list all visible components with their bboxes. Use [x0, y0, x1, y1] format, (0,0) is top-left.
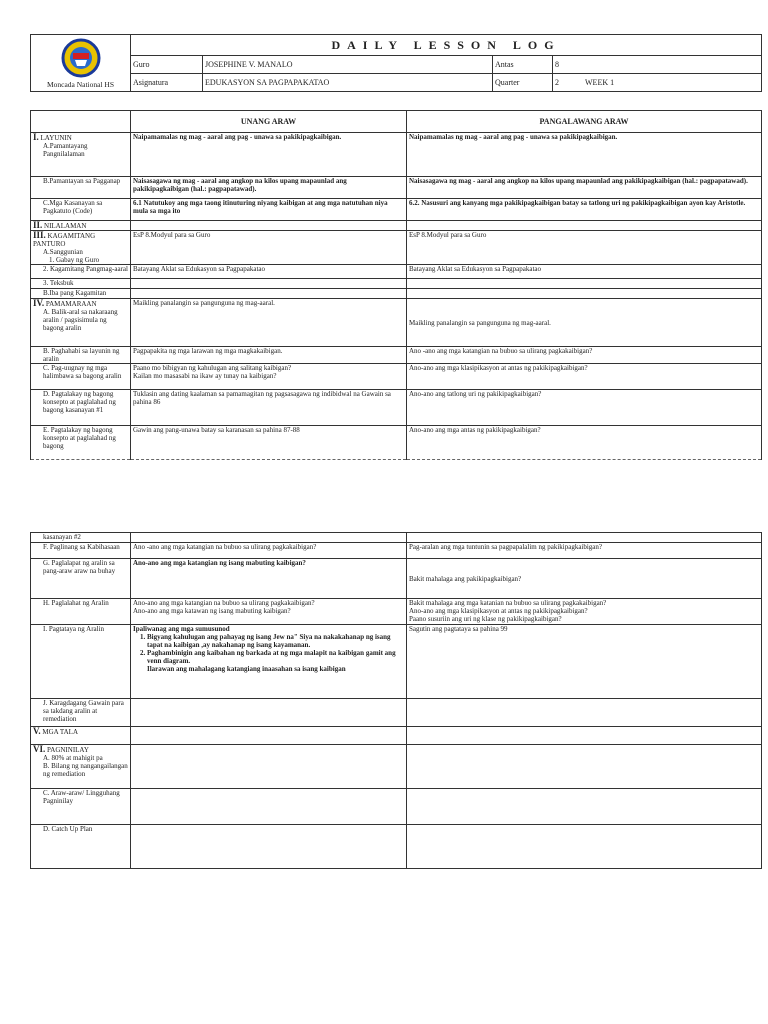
guro-value: JOSEPHINE V. MANALO [203, 56, 493, 74]
school-logo-cell [31, 35, 131, 92]
lesson-row [31, 199, 762, 221]
row-label-cell [31, 625, 131, 699]
row-label-cell [31, 825, 131, 869]
quarter-value: 2 [555, 77, 559, 87]
row-label-cell [31, 347, 131, 364]
row-sublabel: 1. Gabay ng Guro [49, 256, 100, 264]
day1-cell: Ano-ano ang mga katangian na bubuo sa ulirang pagkakaibigan? Ano-ano ang mga katawan ng isang mabuting kaibigan? [131, 599, 407, 625]
lesson-row [31, 390, 762, 426]
day1-cell: Ano -ano ang mga katangian na bubuo sa ulirang pagkakaibigan? [131, 543, 407, 559]
day2-column-head: PANGALAWANG ARAW [407, 111, 762, 133]
day2-cell [407, 289, 762, 299]
day1-cell: Naisasagawa ng mag - aaral ang angkop na kilos upang mapaunlad ang pakikipagkaibigan (hal.: pagpapatawad). [131, 177, 407, 199]
asignatura-label: Asignatura [131, 74, 203, 92]
day1-cell [131, 279, 407, 289]
day2-cell: Maikling panalangin sa pangunguna ng mag-aaral. [407, 299, 762, 347]
day2-cell [407, 279, 762, 289]
row-label: C.Mga Kasanayan sa Pagkatuto (Code) [43, 199, 103, 215]
row-label-cell [31, 221, 131, 231]
document-title: DAILY LESSON LOG [131, 35, 762, 56]
day2-cell: Batayang Aklat sa Edukasyon sa Pagpapakatao [407, 265, 762, 279]
day1-cell: Ano-ano ang mga katangian ng isang mabuting kaibigan? [131, 559, 407, 599]
row-label: kasanayan #2 [43, 533, 81, 541]
day1-cell [131, 825, 407, 869]
day2-cell: EsP 8.Modyul para sa Guro [407, 231, 762, 265]
day2-cell [407, 789, 762, 825]
antas-value: 8 [553, 56, 762, 74]
day1-cell [131, 789, 407, 825]
row-label: H. Paglalahat ng Aralin [43, 599, 109, 607]
antas-label: Antas [493, 56, 553, 74]
section-number: V. [33, 726, 41, 736]
lesson-row [31, 364, 762, 390]
row-label-cell [31, 199, 131, 221]
assessment-intro: Ipaliwanag ang mga sumusunod [133, 625, 230, 633]
row-sublabel: A. 80% at mahigit pa B. Bilang ng nangangailangan ng remediation [43, 754, 128, 778]
row-label-cell [31, 177, 131, 199]
row-label: F. Paglinang sa Kabihasaan [43, 543, 120, 551]
row-label: 3. Teksbuk [43, 279, 74, 287]
row-label-cell [31, 789, 131, 825]
row-label: MGA TALA [42, 728, 79, 736]
row-label-cell [31, 133, 131, 177]
row-sublabel: A. Balik-aral sa nakaraang aralin / pagsisimula ng bagong aralin [43, 308, 118, 332]
day1-column-head: UNANG ARAW [131, 111, 407, 133]
day2-cell: Ano-ano ang tatlong uri ng pakikipagkaibigan? [407, 390, 762, 426]
lesson-row [31, 231, 762, 265]
lesson-row [31, 599, 762, 625]
section-number: VI. [33, 744, 46, 754]
day1-cell [131, 699, 407, 727]
quarter-week-cell [553, 74, 762, 92]
day2-cell: Naisasagawa ng mag - aaral ang angkop na kilos upang mapaunlad ang pakikipagkaibigan (hal.: pagpapatawad). [407, 177, 762, 199]
header-table [30, 34, 762, 92]
assessment-list [133, 633, 404, 673]
asignatura-value: EDUKASYON SA PAGPAPAKATAO [203, 74, 493, 92]
day1-cell [131, 727, 407, 745]
row-label-cell [31, 364, 131, 390]
row-label-cell [31, 745, 131, 789]
quarter-label: Quarter [493, 74, 553, 92]
lesson-row [31, 221, 762, 231]
label-column-head [31, 111, 131, 133]
lesson-row [31, 745, 762, 789]
day2-cell: 6.2. Nasusuri ang kanyang mga pakikipagkaibigan batay sa tatlong uri ng pakikipagkaibigan ayon kay Aristotle. [407, 199, 762, 221]
day2-cell: Bakit mahalaga ang pakikipagkaibigan? [407, 559, 762, 599]
day1-cell: Maikling panalangin sa pangunguna ng mag-aaral. [131, 299, 407, 347]
row-label-cell [31, 699, 131, 727]
day2-cell: Bakit mahalaga ang mga katanian na bubuo sa ulirang pagkakaibigan? Ano-ano ang mga klasipikasyon at antas ng pakikipagkaibigan? Paano susuriin ang uri ng klase ng pakikipagkaibigan? [407, 599, 762, 625]
lesson-row [31, 279, 762, 289]
row-label: KAGAMITANG PANTURO [33, 232, 96, 248]
row-label: PAMAMARAAN [45, 300, 97, 308]
row-sublabel: A.Pamantayang Pangnilalaman [43, 142, 88, 158]
day2-cell [407, 727, 762, 745]
row-label-cell [31, 533, 131, 543]
row-label: D. Catch Up Plan [43, 825, 93, 833]
row-label-cell [31, 559, 131, 599]
row-label: E. Pagtalakay ng bagong konsepto at paglalahad ng bagong [43, 426, 116, 450]
day1-cell: Tuklasin ang dating kaalaman sa pamamagitan ng pagsasagawa ng indibidwal na Gawain sa pahina 86 [131, 390, 407, 426]
day2-cell: Naipamamalas ng mag - aaral ang pag - unawa sa pakikipagkaibigan. [407, 133, 762, 177]
row-label: NILALAMAN [44, 222, 87, 230]
lesson-row [31, 289, 762, 299]
day1-cell [131, 289, 407, 299]
row-label: 2. Kagamitang Pangmag-aaral [43, 265, 128, 273]
day1-cell: Batayang Aklat sa Edukasyon sa Pagpapakatao [131, 265, 407, 279]
day2-cell [407, 221, 762, 231]
lesson-row [31, 727, 762, 745]
day1-cell: 6.1 Natutukoy ang mga taong itinuturing niyang kaibigan at ang mga natutuhan niya mula sa mga ito [131, 199, 407, 221]
day1-cell [131, 533, 407, 543]
day1-cell [131, 221, 407, 231]
row-label-cell [31, 543, 131, 559]
row-label: PAGNINILAY [47, 746, 89, 754]
day2-cell [407, 533, 762, 543]
lesson-row [31, 177, 762, 199]
day1-cell: Paano mo bibigyan ng kahulugan ang salitang kaibigan? Kailan mo masasabi na ikaw ay tunay na kaibigan? [131, 364, 407, 390]
school-seal-icon [61, 38, 101, 78]
lesson-row [31, 533, 762, 543]
lesson-row [31, 789, 762, 825]
row-label-cell [31, 390, 131, 426]
row-label-cell [31, 599, 131, 625]
row-label-cell [31, 231, 131, 265]
section-number: III. [33, 230, 46, 240]
lesson-row [31, 543, 762, 559]
row-label-cell [31, 727, 131, 745]
lesson-row [31, 133, 762, 177]
row-label: G. Paglalapat ng aralin sa pang-araw araw na buhay [43, 559, 116, 575]
lesson-row [31, 265, 762, 279]
row-label: J. Karagdagang Gawain para sa takdang aralin at remediation [43, 699, 124, 723]
row-sublabel: A.Sanggunian [43, 248, 83, 256]
row-label-cell [31, 265, 131, 279]
guro-label: Guro [131, 56, 203, 74]
day1-cell: Pagpapakita ng mga larawan ng mga magkakaibigan. [131, 347, 407, 364]
section-number: I. [33, 132, 39, 142]
week-value: WEEK 1 [585, 77, 615, 87]
row-label: C. Araw-araw/ Lingguhang Pagninilay [43, 789, 120, 805]
row-label-cell [31, 289, 131, 299]
day2-cell: Ano-ano ang mga antas ng pakikipagkaibigan? [407, 426, 762, 460]
day1-cell [131, 625, 407, 699]
lesson-table-page1 [30, 110, 762, 460]
lesson-row [31, 426, 762, 460]
day1-cell: EsP 8.Modyul para sa Guro [131, 231, 407, 265]
lesson-row [31, 699, 762, 727]
lesson-row [31, 299, 762, 347]
section-number: II. [33, 220, 43, 230]
day2-cell: Pag-aralan ang mga tuntunin sa pagpapalalim ng pakikipagkaibigan? [407, 543, 762, 559]
row-label: C. Pag-uugnay ng mga halimbawa sa bagong aralin [43, 364, 122, 380]
day2-cell: Ano -ano ang mga katangian na bubuo sa ulirang pagkakaibigan? [407, 347, 762, 364]
day2-cell: Sagutin ang pagtataya sa pahina 99 [407, 625, 762, 699]
day1-cell: Gawin ang pang-unawa batay sa karanasan sa pahina 87-88 [131, 426, 407, 460]
lesson-row [31, 625, 762, 699]
row-label: LAYUNIN [40, 134, 72, 142]
section-number: IV. [33, 298, 45, 308]
row-label: I. Pagtataya ng Aralin [43, 625, 105, 633]
school-name: Moncada National HS [46, 79, 115, 89]
assessment-item: 1. Bigyang kahulugan ang pahayag ng isang Jew na" Siya na nakakahanap ng isang tapat na kaibigan ,ay nakahanap ng isang kayamanan. [147, 633, 404, 649]
row-label: B. Paghahabi sa layunin ng aralin [43, 347, 120, 363]
lesson-table-page2 [30, 532, 762, 869]
day2-cell: Ano-ano ang mga klasipikasyon at antas ng pakikipagkaibigan? [407, 364, 762, 390]
row-label-cell [31, 426, 131, 460]
assessment-item: 2. Paghambinigin ang kaibahan ng barkada at ng mga malapit na kaibigan gamit ang venn diagram. Ilarawan ang mahalagang katangiang inaasahan sa isang kaibigan [147, 649, 404, 673]
row-label: D. Pagtalakay ng bagong konsepto at paglalahad ng bagong kasanayan #1 [43, 390, 116, 414]
day2-cell [407, 745, 762, 789]
day2-cell [407, 699, 762, 727]
lesson-row [31, 559, 762, 599]
row-label-cell [31, 279, 131, 289]
row-label: B.Iba pang Kagamitan [43, 289, 107, 297]
row-label-cell [31, 299, 131, 347]
row-label: B.Pamantayan sa Pagganap [43, 177, 121, 185]
day2-cell [407, 825, 762, 869]
day1-cell [131, 745, 407, 789]
lesson-row [31, 347, 762, 364]
day1-cell: Naipamamalas ng mag - aaral ang pag - unawa sa pakikipagkaibigan. [131, 133, 407, 177]
lesson-row [31, 825, 762, 869]
